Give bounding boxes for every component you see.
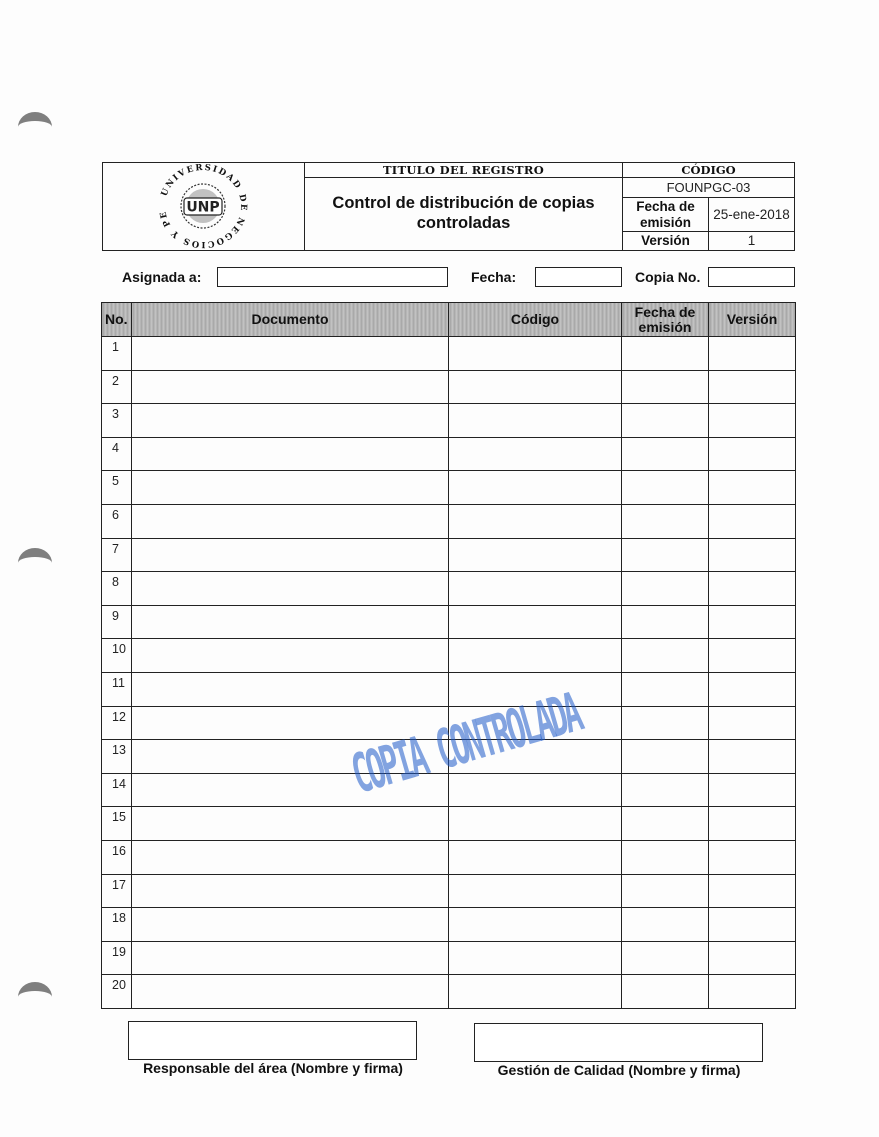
- version-cell[interactable]: [709, 840, 796, 874]
- table-header-row: [102, 303, 796, 337]
- issue-date-cell[interactable]: [622, 639, 709, 673]
- table-row: [102, 471, 796, 505]
- svg-text:UNIVERSIDAD DE NEGOCIOS Y PETR: UNIVERSIDAD DE NEGOCIOS Y PE: [158, 163, 249, 249]
- document-cell[interactable]: [132, 337, 449, 371]
- code-cell[interactable]: [449, 840, 622, 874]
- date-field[interactable]: [535, 267, 622, 287]
- document-cell[interactable]: [132, 639, 449, 673]
- punch-hole: [18, 548, 52, 578]
- issue-date-row: [623, 198, 794, 232]
- version-cell[interactable]: [709, 672, 796, 706]
- issue-date-cell[interactable]: [622, 572, 709, 606]
- table-row: [102, 337, 796, 371]
- col-header-document: Documento: [132, 303, 449, 337]
- issue-date-cell[interactable]: [622, 672, 709, 706]
- issue-date-label: Fecha de emisión: [623, 198, 709, 231]
- row-number: 18: [102, 908, 132, 942]
- university-seal-logo: [103, 163, 303, 249]
- code-cell[interactable]: [449, 538, 622, 572]
- document-cell[interactable]: [132, 471, 449, 505]
- issue-date-cell[interactable]: [622, 740, 709, 774]
- table-row: [102, 941, 796, 975]
- quality-management-signature-box[interactable]: [474, 1023, 763, 1061]
- code-cell[interactable]: [449, 639, 622, 673]
- row-number: 1: [102, 337, 132, 371]
- row-number: 2: [102, 370, 132, 404]
- issue-date-cell[interactable]: [622, 471, 709, 505]
- code-cell[interactable]: [449, 437, 622, 471]
- assigned-label: Asignada a:: [122, 269, 202, 285]
- issue-date-cell[interactable]: [622, 807, 709, 841]
- area-responsible-label: Responsable del área (Nombre y firma): [143, 1060, 403, 1076]
- row-number: 13: [102, 740, 132, 774]
- document-cell[interactable]: [132, 840, 449, 874]
- table-row: [102, 605, 796, 639]
- row-number: 10: [102, 639, 132, 673]
- version-cell[interactable]: [709, 504, 796, 538]
- version-cell[interactable]: [709, 874, 796, 908]
- code-cell[interactable]: [449, 605, 622, 639]
- document-cell[interactable]: [132, 975, 449, 1009]
- table-row: [102, 908, 796, 942]
- row-number: 16: [102, 840, 132, 874]
- version-cell[interactable]: [709, 941, 796, 975]
- code-cell: [623, 163, 794, 250]
- issue-date-cell[interactable]: [622, 538, 709, 572]
- issue-date-cell[interactable]: [622, 941, 709, 975]
- date-label: Fecha:: [471, 269, 517, 285]
- code-cell[interactable]: [449, 975, 622, 1009]
- code-cell[interactable]: [449, 572, 622, 606]
- document-cell[interactable]: [132, 538, 449, 572]
- issue-date-cell[interactable]: [622, 404, 709, 438]
- issue-date-cell[interactable]: [622, 706, 709, 740]
- table-row: [102, 538, 796, 572]
- table-row: [102, 975, 796, 1009]
- document-cell[interactable]: [132, 807, 449, 841]
- row-number: 19: [102, 941, 132, 975]
- document-cell[interactable]: [132, 370, 449, 404]
- document-cell[interactable]: [132, 504, 449, 538]
- version-cell[interactable]: [709, 706, 796, 740]
- punch-hole: [18, 112, 52, 142]
- col-header-version: Versión: [709, 303, 796, 337]
- version-cell[interactable]: [709, 740, 796, 774]
- document-cell[interactable]: [132, 572, 449, 606]
- logo-cell: [103, 163, 305, 250]
- table-row: [102, 639, 796, 673]
- issue-date-cell[interactable]: [622, 975, 709, 1009]
- issue-date-cell[interactable]: [622, 773, 709, 807]
- issue-date-cell[interactable]: [622, 605, 709, 639]
- version-cell[interactable]: [709, 773, 796, 807]
- code-value: FOUNPGC-03: [623, 178, 794, 198]
- row-number: 4: [102, 437, 132, 471]
- document-header: [102, 162, 795, 251]
- table-row: [102, 874, 796, 908]
- code-cell[interactable]: [449, 404, 622, 438]
- version-cell[interactable]: [709, 337, 796, 371]
- version-cell[interactable]: [709, 471, 796, 505]
- version-cell[interactable]: [709, 975, 796, 1009]
- row-number: 6: [102, 504, 132, 538]
- assigned-field[interactable]: [217, 267, 448, 287]
- issue-date-value: 25-ene-2018: [713, 207, 790, 222]
- row-number: 11: [102, 672, 132, 706]
- col-header-number: No.: [102, 303, 132, 337]
- version-cell[interactable]: [709, 639, 796, 673]
- table-row: [102, 840, 796, 874]
- table-row: [102, 404, 796, 438]
- title-heading: TITULO DEL REGISTRO: [305, 163, 622, 178]
- title-cell: [305, 163, 623, 250]
- row-number: 15: [102, 807, 132, 841]
- document-cell[interactable]: [132, 437, 449, 471]
- punch-hole: [18, 982, 52, 1012]
- document-cell[interactable]: [132, 404, 449, 438]
- code-cell[interactable]: [449, 773, 622, 807]
- distribution-table: [101, 302, 796, 1009]
- row-number: 14: [102, 773, 132, 807]
- table-row: [102, 572, 796, 606]
- row-number: 17: [102, 874, 132, 908]
- row-number: 5: [102, 471, 132, 505]
- table-row: [102, 437, 796, 471]
- version-value: 1: [747, 233, 756, 248]
- code-cell[interactable]: [449, 874, 622, 908]
- table-row: [102, 807, 796, 841]
- code-cell[interactable]: [449, 807, 622, 841]
- table-body: [102, 337, 796, 1009]
- issue-date-cell[interactable]: [622, 908, 709, 942]
- version-cell[interactable]: [709, 404, 796, 438]
- document-cell[interactable]: [132, 874, 449, 908]
- version-cell[interactable]: [709, 538, 796, 572]
- code-heading: CÓDIGO: [623, 163, 794, 178]
- quality-management-label: Gestión de Calidad (Nombre y firma): [497, 1062, 741, 1078]
- row-number: 12: [102, 706, 132, 740]
- document-cell[interactable]: [132, 605, 449, 639]
- version-cell[interactable]: [709, 807, 796, 841]
- area-responsible-signature-box[interactable]: [128, 1021, 417, 1059]
- document-cell[interactable]: [132, 941, 449, 975]
- code-cell[interactable]: [449, 370, 622, 404]
- table-row: [102, 672, 796, 706]
- issue-date-cell[interactable]: [622, 337, 709, 371]
- copy-number-label: Copia No.: [635, 269, 701, 285]
- table-row: [102, 504, 796, 538]
- table-row: [102, 370, 796, 404]
- version-cell[interactable]: [709, 572, 796, 606]
- version-cell[interactable]: [709, 370, 796, 404]
- col-header-issue-date: Fecha de emisión: [622, 303, 709, 337]
- col-header-code: Código: [449, 303, 622, 337]
- row-number: 8: [102, 572, 132, 606]
- issue-date-cell[interactable]: [622, 504, 709, 538]
- code-cell[interactable]: [449, 941, 622, 975]
- version-label: Versión: [623, 232, 709, 250]
- issue-date-cell[interactable]: [622, 370, 709, 404]
- document-cell[interactable]: [132, 908, 449, 942]
- svg-text:UNP: UNP: [186, 199, 220, 216]
- issue-date-cell[interactable]: [622, 874, 709, 908]
- document-cell[interactable]: [132, 672, 449, 706]
- version-cell[interactable]: [709, 605, 796, 639]
- version-cell[interactable]: [709, 908, 796, 942]
- version-row: [623, 232, 794, 250]
- code-cell[interactable]: [449, 337, 622, 371]
- issue-date-cell[interactable]: [622, 840, 709, 874]
- code-cell[interactable]: [449, 504, 622, 538]
- copy-number-field[interactable]: [708, 267, 795, 287]
- version-cell[interactable]: [709, 437, 796, 471]
- code-cell[interactable]: [449, 908, 622, 942]
- row-number: 3: [102, 404, 132, 438]
- row-number: 20: [102, 975, 132, 1009]
- issue-date-cell[interactable]: [622, 437, 709, 471]
- document-title: Control de distribución de copias controladas: [332, 194, 595, 232]
- row-number: 9: [102, 605, 132, 639]
- row-number: 7: [102, 538, 132, 572]
- controlled-copy-stamp: COPIA CONTROLADA: [344, 680, 587, 806]
- code-cell[interactable]: [449, 471, 622, 505]
